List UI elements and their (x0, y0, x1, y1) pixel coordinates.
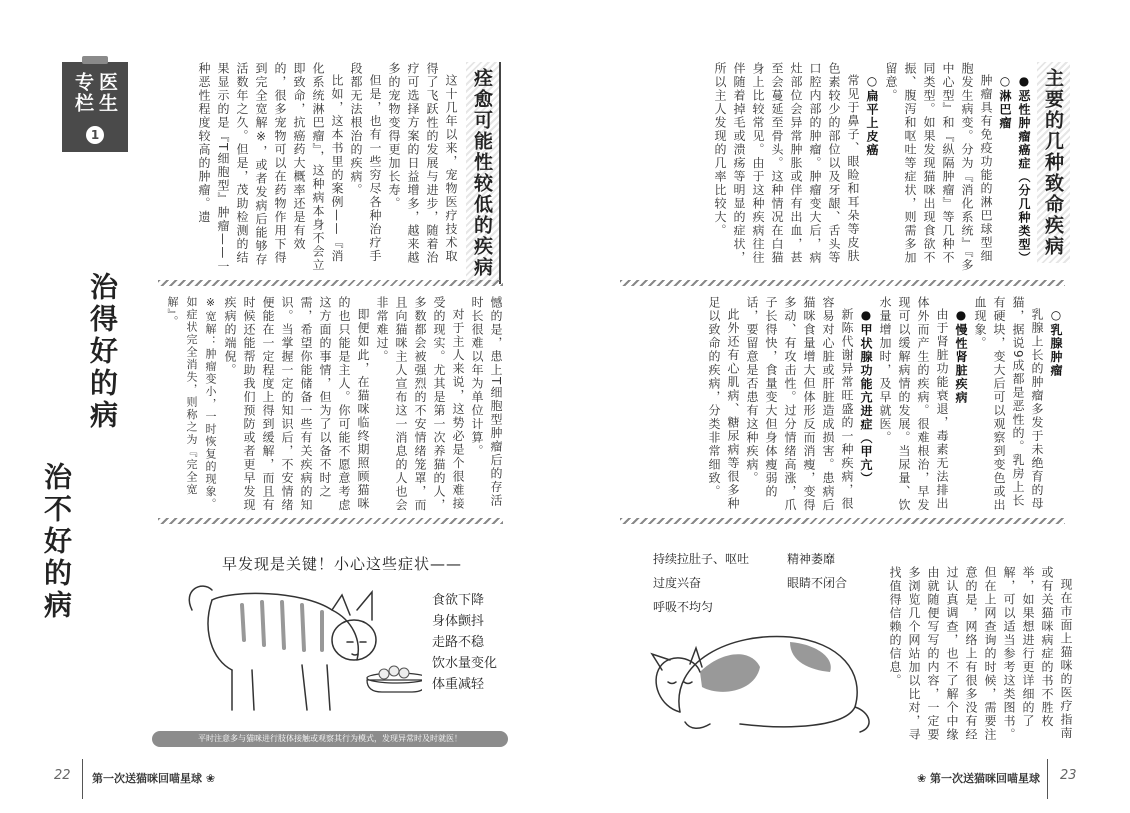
footnote: ※宽解：肿瘤变小，一时恢复的现象。如症状完全消失，则称之为『完全宽解』。 (166, 296, 217, 511)
symptom-tag: 持续拉肚子、呕吐 (653, 552, 750, 566)
symptom-item: 走路不稳 (432, 635, 485, 650)
cat-illustration (172, 570, 422, 730)
paragraph: 现在市面上猫咪的医疗指南或有关猫咪病症的书不胜枚举，如果想进行更详细的了解，可以适当参考这类图书。但在上网查询的时候，需要注意的是，网络上有很多没有经过认真调查，也不了解个中缘由就随便写写的内容，一定要多浏览几个网站加以比对，寻找值得信赖的信息。 (888, 566, 1073, 742)
badge-text-column: 专栏 (72, 72, 94, 114)
clipboard-clip-icon (82, 56, 108, 64)
left-bottom-text (160, 296, 505, 512)
footer-rule (1047, 759, 1048, 799)
right-bottom-text (620, 296, 1065, 512)
section-title-fatal-diseases: 主要的几种致命疾病 (1037, 62, 1070, 263)
symptom-tag: 精神萎靡 (787, 552, 836, 566)
badge-number: 1 (86, 126, 104, 144)
illustration-caption: 平时注意多与猫咪进行肢体接触或观察其行为模式，发现异常时及时就医！ (152, 731, 508, 747)
paragraph: 新陈代谢异常旺盛的一种疾病，很容易对心脏或肝脏造成损害。患病后猫咪食量增大但体形反而消瘦，变得多动、有攻击性。过分情绪高涨，爪子长得快，食量变大但身体瘦弱的话，要留意是否患有这种疾病。 (745, 296, 854, 512)
symptom-item: 饮水量变化 (432, 656, 498, 671)
paragraph: 常见于鼻子、眼睑和耳朵等皮肤色素较少的部位以及牙龈、舌头等口腔内部的肿瘤。肿瘤变大后，病灶部位会异常肿胀或伴有出血，甚至会蔓延至骨头。这种情况在白猫身上比较常见。由于这种疾病往往伴随着掉毛或溃疡等明显的症状，所以主人发现的几率比较大。 (713, 62, 860, 265)
heading-squamous-cell: ○扁平上皮癌 (865, 74, 879, 157)
paragraph: 对于主人来说，这势必是个很难接受的现实。尤其是第一次养猫的人，多数都会被强烈的不安情绪笼罩，而且向猫咪主人宣布这一消息的人也会非常难过。 (375, 296, 465, 512)
paragraph: 肿瘤具有免疫功能的淋巴球型细胞发生病变。分为『消化系统』『多中心型』和『纵隔肿瘤』等几种不同类型。如果发现猫咪出现食欲不振、腹泻和呕吐等症状，则需多加留意。 (884, 62, 993, 272)
running-title-text: 第一次送猫咪回喵星球 (930, 772, 1041, 785)
running-title (917, 770, 1040, 786)
heading-hyperthyroidism: ●甲状腺功能亢进症（甲亢） (859, 308, 873, 486)
divider (620, 518, 1065, 524)
symptom-item: 体重减轻 (432, 677, 485, 692)
page-number: 23 (1060, 768, 1077, 783)
paragraph: 此外还有心肌病、糖尿病等很多种足以致命的疾病，分类非常细致。 (707, 296, 740, 511)
right-top-text (655, 62, 1033, 276)
heading-lymphoma: ○淋巴瘤 (998, 74, 1012, 130)
left-top-text (160, 62, 460, 276)
symptom-list (432, 590, 497, 695)
section-title-low-recovery: 痊愈可能性较低的疾病 (466, 62, 501, 284)
right-page (565, 0, 1130, 813)
symptom-item: 食欲下降 (432, 593, 485, 608)
symptom-title: 早发现是关键！小心这些症状—— (222, 555, 463, 573)
page-number: 22 (54, 768, 71, 783)
paragraph: 比如，这本书里的案例——『消化系统淋巴瘤』，这种病本身不会立即致命，抗癌药大概率还是有效的，很多宠物可以在药物作用下得到完全宽解※，或者发病后能够存活数年之久。但是，茂助检测的结果显示的是『T细胞型』肿瘤——一种恶性程度较高的肿瘤。遗 (197, 62, 344, 274)
symptom-tag: 呼吸不均匀 (653, 600, 714, 614)
right-side-text (885, 566, 1075, 752)
running-title (92, 770, 215, 786)
title-curable: 治得好的病 (86, 272, 119, 432)
paragraph: 即便如此，在猫咪临终期照顾猫咪的也只能是主人。你可能不愿意考虑这方面的事情，但为了以备不时之需，希望你能储备一些有关疾病的知识。当掌握一定的知识后，不安情绪便能在一定程度上得到缓解，而且有时候还能帮助我们预防或者更早发现疾病的端倪。 (223, 296, 370, 512)
paragraph: 由于肾脏功能衰退，毒素无法排出体外而产生的疾病。很难根治，早发现可以缓解病情的发展。当尿量、饮水量增加时，及早就医。 (878, 296, 949, 512)
divider (158, 518, 503, 524)
divider (158, 280, 503, 286)
divider (620, 280, 1065, 286)
symptom-tag: 眼睛不闭合 (787, 576, 848, 590)
heading-malignant-tumor: ●恶性肿瘤癌症（分几种类型） (1017, 74, 1031, 265)
running-title-text: 第一次送猫咪回喵星球 (92, 772, 202, 785)
symptom-tag: 过度兴奋 (653, 576, 702, 590)
paragraph: 憾的是，患上T细胞型肿瘤后的存活时长很难以年为单位计算。 (470, 296, 503, 508)
heading-mammary-tumor: ○乳腺肿瘤 (1049, 308, 1063, 378)
badge-text-doctor: 医生 (96, 72, 118, 114)
symptom-item: 身体颤抖 (432, 614, 485, 629)
paw-icon: ❀ (205, 772, 216, 785)
title-incurable: 治不好的病 (40, 462, 73, 622)
doctor-column-badge (62, 62, 128, 152)
sleeping-cat-illustration (640, 612, 880, 742)
paw-icon: ❀ (917, 772, 931, 785)
heading-kidney-disease: ●慢性肾脏疾病 (954, 308, 968, 405)
paragraph: 乳腺上长的肿瘤多发于未绝育的母猫，据说9成都是恶性的。乳房上长有硬块，变大后可以观察到变色或出血现象。 (973, 296, 1044, 512)
paragraph: 但是，也有一些穷尽各种治疗手段都无法根治的疾病。 (349, 62, 382, 263)
paragraph: 这十几年以来，宠物医疗技术取得了飞跃性的发展与进步，随着治疗可选择方案的日益增多，越来越多的宠物变得更加长寿。 (387, 62, 458, 265)
footer-rule (82, 759, 83, 799)
